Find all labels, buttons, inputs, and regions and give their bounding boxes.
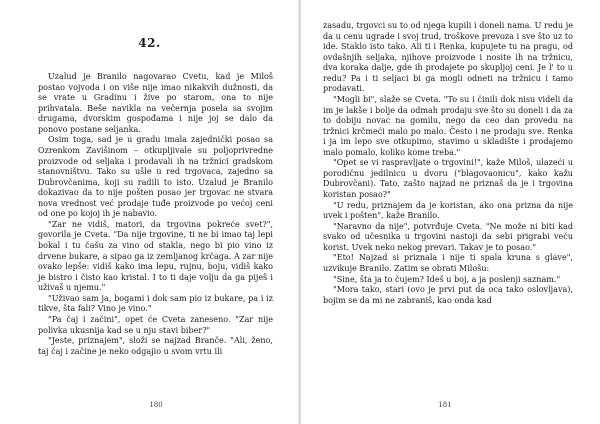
chapter-number: 42.	[138, 36, 161, 50]
paragraph: "U redu, priznajem da je koristan, ako ona prizna da nije uvek i pošten", kaže Branilo.	[323, 200, 573, 221]
left-page-text	[38, 72, 273, 357]
paragraph: "Zar ne vidiš, matori, da trgovina pokreće svet?", govorila je Cveta. "Da nije trgovine, ti ne bi imao taj lepi bokal i tu čašu za vino od stakla, nego bi pio vino iz drvene bukare, a sipao ga iz zemljanog krčaga. A zar nije ovako lepše: vidiš kako ima lepu, rujnu, boju, vidiš kako je bistro i čisto kao kristal. I to ti daje volju da ga piješ i uživaš u njemu."	[38, 219, 273, 293]
paragraph-continued: zasadu, trgovci su to od njega kupili i doneli nama. U redu je da u cenu ugrade i svoj trud, troškove prevoza i sve što uz to ide. Staklo isto tako. Ali ti i Renka, kupujete tu na pragu, od ovdašnjih seljaka, njihove proizvode i nosite ih na tržnicu, dva koraka dalje, gde ih prodajete po skupljoj ceni. Je l' to u redu? Pa i ti seljaci bi ga mogli odneti na tržnicu i tamo prodavati.	[323, 21, 573, 94]
page-number-left: 180	[149, 401, 163, 409]
paragraph: "Jeste, priznajem", složi se najzad Branče. "Ali, ženo, taj čaj i začine je neko odgajio u svom vrtu ili	[38, 336, 273, 356]
paragraph: Uzalud je Branilo nagovarao Cvetu, kad je Miloš postao vojvoda i on više nije imao nikakvih dužnosti, da se vrate u Gradinu i žive po starom, ona to nije prihvatala. Beše navikla na večernja posela sa svojim drugama, dvorskim gospođama i nije joj se dalo da ponovo postane seljanka.	[38, 72, 273, 134]
paragraph: "Eto! Najzad si priznala i nije ti spala kruna s glave", uzvikuje Branilo. Zatim se obrati Milošu:	[323, 253, 573, 273]
paragraph: "Sine, šta ja to čujem? Ideš u boj, a ja poslenji saznam."	[333, 274, 561, 284]
right-page-text	[323, 21, 573, 306]
paragraph: "Naravno da nije", potvrđuje Cveta. "Ne može ni biti kad svako od učesnika u trgovini nastoji da sebi prigrabi veću korist. Uvek neko nekog prevari. Takav je to posao."	[323, 221, 573, 252]
paragraph: "Mogli bi", slaže se Cveta. "To su i činili dok nisu videli da im je lakše i bolje da odmah prodaju sve što su doneli i da za to dobiju novac na gomilu, nego da ceo dan provedu na tržnici krčmeći malo po malo. Često i ne prodaju sve. Renka i ja im lepo sve otkupimo, stavimo u skladište i prodajemo malo pomalo, koliko kome treba."	[323, 94, 573, 157]
right-page	[301, 0, 600, 424]
page-number-right: 181	[438, 401, 452, 409]
paragraph: "Opet se vi raspravljate o trgovini!", kaže Miloš, ulazeći u porodičnu jedilnicu u dvoru ("blagovaonicu", kako kažu Dubrovčani). Tato, zašto najzad ne priznaš da je i trgovina koristan posao?"	[323, 158, 573, 199]
paragraph: "Uživao sam ja, bogami i dok sam pio iz bukare, pa i iz tikve, šta fali? Vino je vino."	[38, 293, 273, 314]
paragraph: "Pa čaj i začini", opet će Cveta zaneseno. "Zar nije polivka ukusnija kad se u nju stavi biber?"	[38, 314, 273, 335]
left-page	[0, 0, 299, 424]
paragraph: "Mora tako, stari (ovo je prvi put da oca tako oslovljava), bojim se da mi ne zabraniš, kao onda kad	[323, 285, 573, 305]
paragraph: Osim toga, sad je u gradu imala zajednički posao sa Ozrenkom Zavišinom – otkupljivale su poljoprivredne proizvode od seljaka i prodavali ih na tržnici gradskom stanovništvu. Tako su ušle u red trgovaca, zajedno sa Dubrovčanima, koji su radili to isto. Uzalud je Branilo dokazivao da to nije pošten posao jer trgovac ne stvara nova vrednost već prodaje tuđe proizvode po većoj ceni od one po kojoj ih je nabavio.	[38, 135, 273, 219]
